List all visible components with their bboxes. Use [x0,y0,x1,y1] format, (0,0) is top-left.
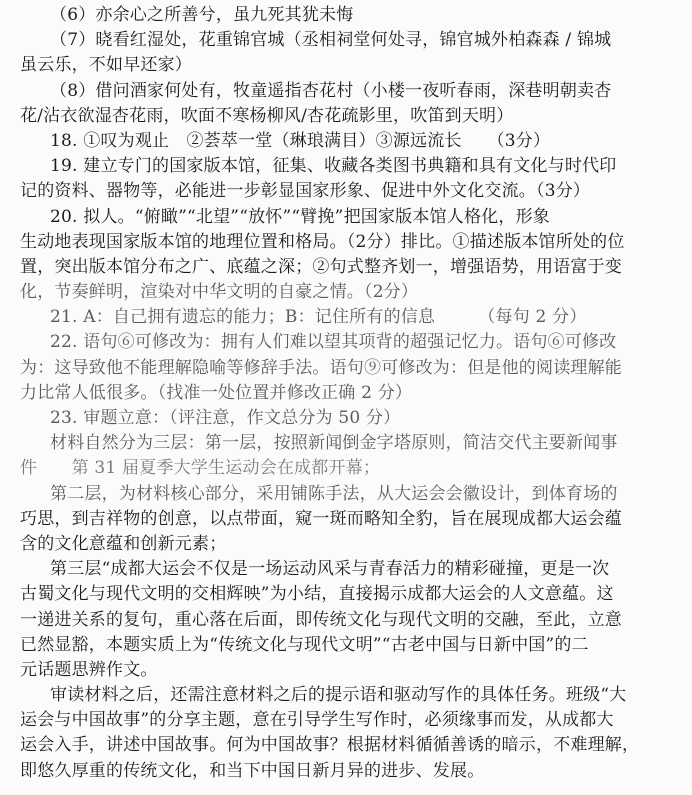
text-line: 巧思，到吉祥物的创意，以点带面，窥一斑而略知全豹，旨在展现成都大运会蕴 [20,508,622,529]
text-line: 含的文化意蕴和创新元素； [20,533,227,554]
text-line: 一递进关系的复句，重心落在后面，即传统文化与现代文明的交融，至此，立意 [20,609,622,630]
text-line: 为：这导致他不能理解隐喻等修辞手法。语句⑨可修改为：但是他的阅读理解能 [20,357,622,378]
text-line: 置，突出版本馆分布之广、底蕴之深；②句式整齐划一，增强语势，用语富于变 [20,256,622,277]
text-line: 运会入手，讲述中国故事。何为中国故事？根据材料循循善诱的暗示，不难理解， [20,735,640,756]
text-line: 记的资料、器物等，必能进一步彰显国家形象、促进中外文化交流。（3分） [20,181,591,202]
text-line: 21. A：自己拥有遗忘的能力；B：记住所有的信息 （每句 2 分） [50,307,587,328]
text-line: （6）亦余心之所善兮，虽九死其犹未悔 [50,5,354,25]
text-line: 元话题思辨作文。 [20,659,158,680]
text-line: 虽云乐，不如早还家） [20,55,192,76]
text-line: 即悠久厚重的传统文化，和当下中国日新月异的进步、发展。 [20,760,485,781]
text-line: （7）晓看红湿处，花重锦官城（丞相祠堂何处寻，锦官城外柏森森 / 锦城 [50,30,612,51]
text-line: 已然显豁，本题实质上为“传统文化与现代文明”“古老中国与日新中国”的二 [20,634,589,655]
text-line: 化，节奏鲜明，渲染对中华文明的自豪之情。（2分） [20,282,419,303]
text-line: 生动地表现国家版本馆的地理位置和格局。（2分）排比。①描述版本馆所处的位 [20,231,625,252]
text-line: 第三层“成都大运会不仅是一场运动风采与青春活力的精彩碰撞，更是一次 [50,559,610,580]
text-line: 23. 审题立意：（评注意，作文总分为 50 分） [50,408,401,428]
text-line: 第二层，为材料核心部分，采用铺陈手法，从大运会会徽设计，到体育场的 [50,483,618,504]
text-line: （8）借问酒家何处有，牧童遥指杏花村（小楼一夜听春雨，深巷明朝卖杏 [50,80,612,101]
text-line: 古蜀文化与现代文明的交相辉映”为小结，直接揭示成都大运会的人文意蕴。这 [20,584,614,605]
text-line: 19. 建立专门的国家版本馆，征集、收藏各类图书典籍和具有文化与时代印 [50,156,617,177]
text-line: 花/沾衣欲湿杏花雨，吹面不寒杨柳风/杏花疏影里，吹笛到天明） [20,105,514,126]
text-line: 22. 语句⑥可修改为：拥有人们难以望其项背的超强记忆力。语句⑥可修改 [50,332,617,353]
text-line: 20. 拟人。“俯瞰”“北望”“放怀”“臂挽”把国家版本馆人格化，形象 [50,206,550,227]
text-line: 运会与中国故事”的分享主题，意在引导学生写作时，必须缘事而发，从成都大 [20,710,614,731]
text-line: 材料自然分为三层：第一层，按照新闻倒金字塔原则，简洁交代主要新闻事 [50,433,618,454]
text-line: 力比常人低很多。（找准一处位置并修改正确 2 分） [20,382,413,403]
text-line: 件 第 31 届夏季大学生运动会在成都开幕； [20,458,381,479]
text-line: 18. ①叹为观止 ②荟萃一堂（琳琅满目）③源远流长 （3分） [50,130,551,151]
text-line: 审读材料之后，还需注意材料之后的提示语和驱动写作的具体任务。班级“大 [50,685,627,706]
